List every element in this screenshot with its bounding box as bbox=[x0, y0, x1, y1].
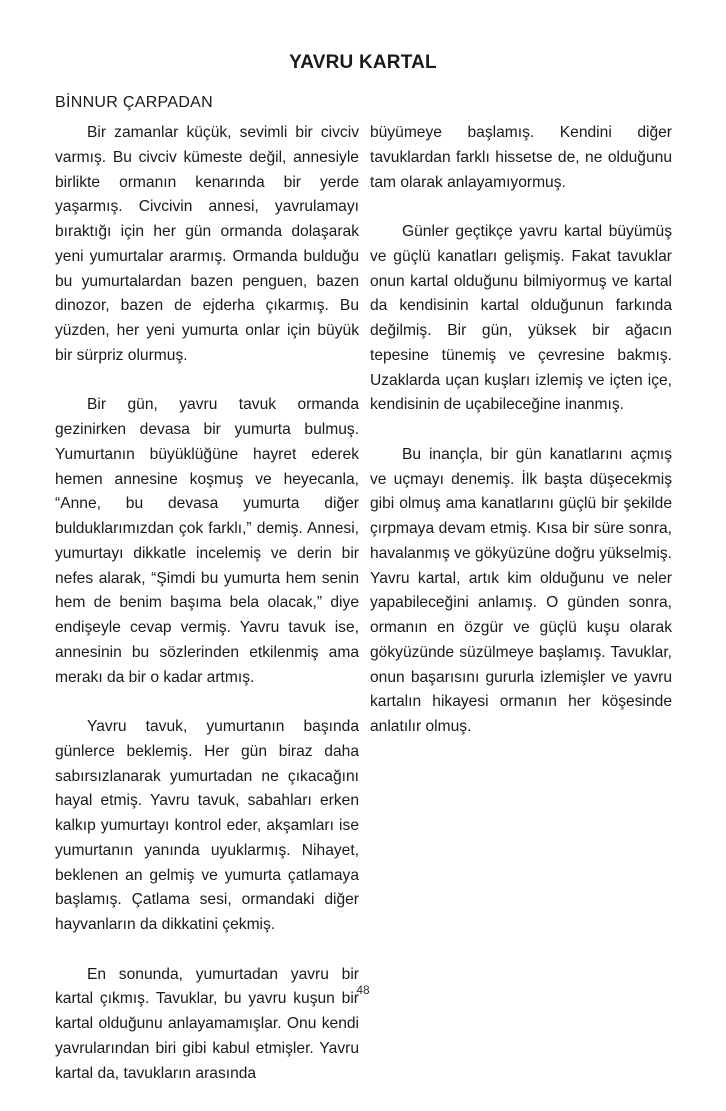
paragraph: Bu inançla, bir gün kanatlarını açmış ve uçmayı denemiş. İlk başta düşecekmiş gibi olmuş ama kanatlarını güçlü bir şekilde çırpmaya devam etmiş. Kısa bir süre sonra, havalanmış ve gökyüzüne doğru yükselmiş. Yavru kartal, artık kim olduğunu ve neler yapabileceğini anlamış. O günden sonra, ormanın en özgür ve güçlü kuşu olarak gökyüzünde süzülmeye başlamış. Tavuklar, onun başarısını gururla izlemişler ve yavru kartalın hikayesi ormanın her köşesinde anlatılır olmuş. bbox=[370, 445, 672, 735]
paragraph: Yavru tavuk, yumurtanın başında günlerce beklemiş. Her gün biraz daha sabırsızlanarak yumurtadan ne çıkacağını hayal etmiş. Yavru tavuk, sabahları erken kalkıp yumurtayı kontrol eder, akşamları ise yumurtanın yanında uyuklarmış. Nihayet, beklenen an gelmiş ve yumurta çatlamaya başlamış. Çatlama sesi, ormandaki diğer hayvanların da dikkatini çekmiş. bbox=[55, 718, 359, 933]
paragraph: Bir gün, yavru tavuk ormanda gezinirken devasa bir yumurta bulmuş. Yumurtanın büyüklüğüne hayret ederek hemen annesine koşmuş ve heyecanla, “Anne, bu devasa yumurta diğer bulduklarımızdan çok farklı,” demiş. Annesi, yumurtayı dikkatle incelemiş ve derin bir nefes alarak, “Şimdi bu yumurta hem senin hem de benim başıma bela olacak,” diye endişeyle cevap vermiş. Yavru tavuk ise, annesinin bu sözlerinden etkilenmiş ama merakı da bir o kadar artmış. bbox=[55, 396, 359, 686]
paragraph: En sonunda, yumurtadan yavru bir kartal çıkmış. Tavuklar, bu yavru kuşun bir kartal olduğunu anlayamamışlar. Onu kendi yavrularından biri gibi kabul etmişler. Yavru kartal da, tavukların arasında bbox=[55, 965, 359, 1082]
left-column bbox=[55, 121, 359, 1111]
paragraph: Bir zamanlar küçük, sevimli bir civciv varmış. Bu civciv kümeste değil, annesiyle birlikte ormanın kenarında bir yerde yaşarmış. Civcivin annesi, yavrulamayı bıraktığı için her gün ormanda dolaşarak yeni yumurtalar ararmış. Ormanda bulduğu bu yumurtalardan bazen penguen, bazen dinozor, bazen de ejderha çıkarmış. Bu yüzden, her yeni yumurta onlar için büyük bir sürpriz olurmuş. bbox=[55, 124, 359, 364]
paragraph-continuation: büyümeye başlamış. Kendini diğer tavuklardan farklı hissetse de, ne olduğunu tam olarak anlayamıyormuş. bbox=[370, 124, 672, 191]
author-name: BİNNUR ÇARPADAN bbox=[55, 94, 213, 111]
page-number: 48 bbox=[356, 983, 370, 997]
right-column bbox=[370, 121, 672, 765]
paragraph: Günler geçtikçe yavru kartal büyümüş ve güçlü kanatları gelişmiş. Fakat tavuklar onun kartal olduğunu bilmiyormuş ve kartal da kendisinin kartal olduğunun farkında değilmiş. Bir gün, yüksek bir ağacın tepesine tünemiş ve çevresine bakmış. Uzaklarda uçan kuşları izlemiş ve içten içe, kendisinin de uçabileceğine inanmış. bbox=[370, 223, 672, 414]
story-title: YAVRU KARTAL bbox=[289, 52, 437, 73]
